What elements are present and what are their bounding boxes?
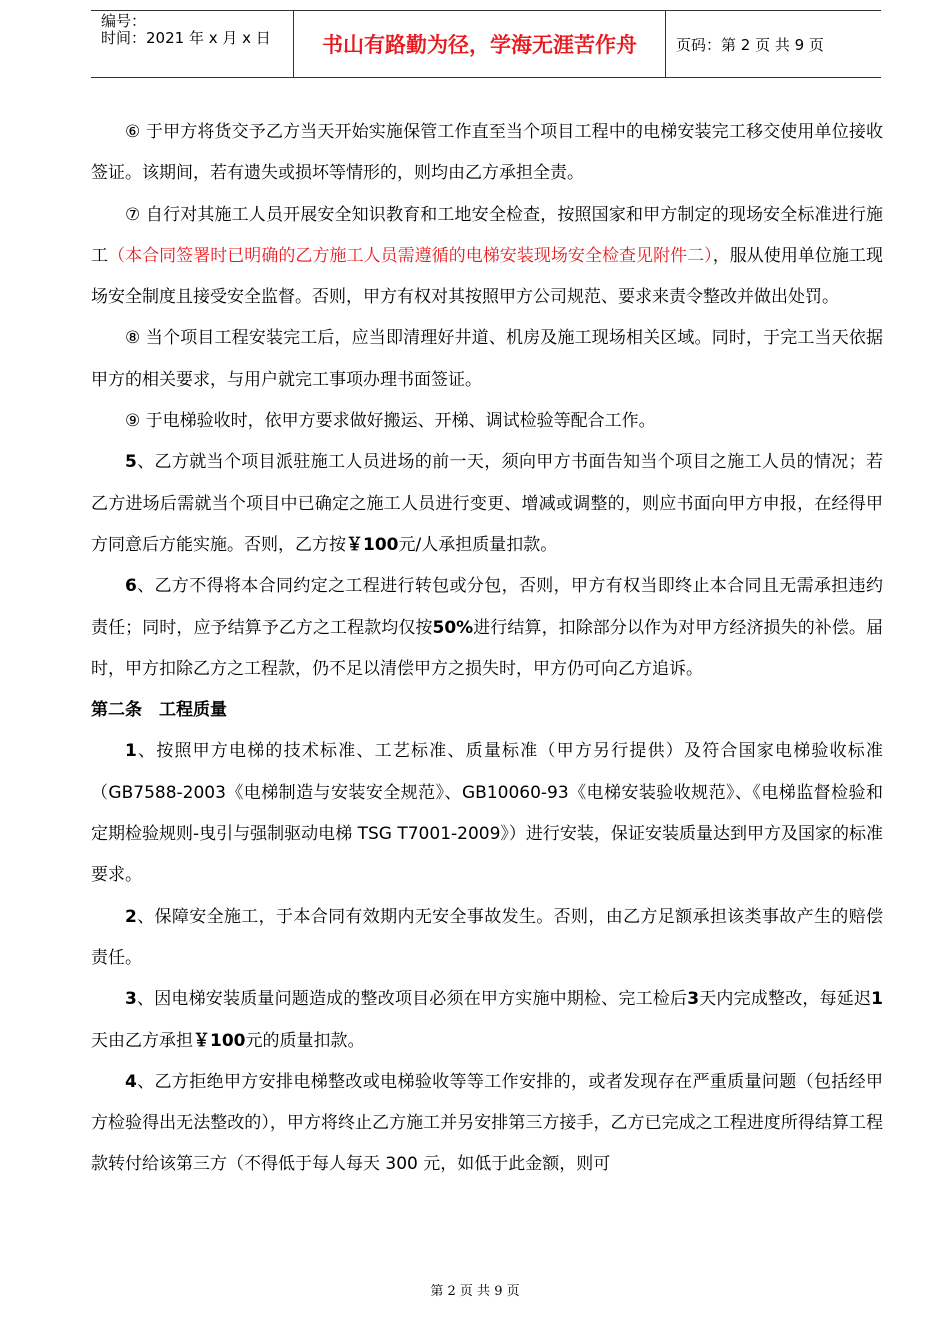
quality-item-3-number: 3 — [125, 989, 137, 1010]
item-6-tail: 进行结算，扣除部分以作为对甲方经济损失的补偿。届时，甲方扣除乙方之工程款，仍不足以清偿甲方之损失时，甲方仍可向乙方追诉。 — [91, 617, 884, 679]
quality-item-2-text: 、保障安全施工，于本合同有效期内无安全事故发生。否则，由乙方足额承担该类事故产生的赔偿责任。 — [91, 906, 883, 968]
header-page-number: 页码：第 2 页 共 9 页 — [676, 35, 824, 54]
item-6-text: 、乙方不得将本合同约定之工程进行转包或分包，否则，甲方有权当即终止本合同且无需承担违约责任；同时，应予结算予乙方之工程款均仅按 — [91, 576, 883, 638]
header-meta — [91, 11, 293, 77]
quality-item-4 — [91, 1062, 883, 1186]
paragraph-7-text-b: ，服从使用单位施工现场安全制度且接受安全监督。否则，甲方有权对其按照甲方公司规范、要求来责令整改并做出处罚。 — [91, 245, 884, 308]
header-motto: 书山有路勤为径，学海无涯苦作舟 — [293, 11, 666, 77]
quality-item-1 — [91, 731, 883, 896]
item-5-number: 5 — [125, 452, 137, 473]
quality-item-3-text-c: 天由乙方承担 — [91, 1030, 193, 1051]
quality-item-4-number: 4 — [125, 1071, 137, 1092]
quality-item-3-days: 3 — [687, 989, 700, 1010]
paragraph-9: ⑨ 于电梯验收时，依甲方要求做好搬运、开梯、调试检验等配合工作。 — [125, 411, 656, 432]
quality-item-3-text-b: 天内完成整改，每延迟 — [699, 989, 872, 1010]
article-2-heading: 第二条 工程质量 — [91, 700, 227, 721]
header-code: 编号： — [101, 12, 147, 30]
quality-item-4-text: 、乙方拒绝甲方安排电梯整改或电梯验收等等工作安排的，或者发现存在严重质量问题（包括经甲方检验得出无法整改的），甲方将终止乙方施工并另安排第三方接手，乙方已完成之工程进度所得结算工程款转付给该第三方（不得低于每人每天 300 元，如低于此金额，则可 — [91, 1071, 883, 1175]
paragraph-6: ⑥ 于甲方将货交予乙方当天开始实施保管工作直至当个项目工程中的电梯安装完工移交使用单位接收签证。该期间，若有遗失或损坏等情形的，则均由乙方承担全责。 — [91, 122, 883, 184]
item-6-number: 6 — [125, 576, 137, 597]
quality-item-3-text-d: 元的质量扣款。 — [245, 1030, 365, 1051]
paragraph-7-red-note: （本合同签署时已明确的乙方施工人员需遵循的电梯安装现场安全检查见附件二） — [108, 245, 713, 266]
item-5 — [91, 442, 883, 566]
quality-item-1-text: 、按照甲方电梯的技术标准、工艺标准、质量标准（甲方另行提供）及符合国家电梯验收标准（GB7588-2003《电梯制造与安装安全规范》、GB10060-93《电梯安装验收规范》、《电梯监督检验和定期检验规则-曳引与强制驱动电梯 TSG T7001-2009》）进行安装，保证安装质量达到甲方及国家的标准要求。 — [91, 741, 883, 886]
paragraph-8: ⑧ 当个项目工程安装完工后，应当即清理好井道、机房及施工现场相关区域。同时，于完工当天依据甲方的相关要求，与用户就完工事项办理书面签证。 — [91, 328, 883, 390]
quality-item-3-amount: ￥100 — [193, 1030, 246, 1051]
item-5-tail: 元/人承担质量扣款。 — [398, 534, 558, 555]
document-body — [91, 112, 883, 1186]
quality-item-3-one: 1 — [871, 989, 884, 1010]
page-footer: 第 2 页 共 9 页 — [430, 1284, 520, 1299]
item-5-amount: ￥100 — [346, 534, 399, 555]
quality-item-3 — [91, 979, 883, 1062]
quality-item-2 — [91, 897, 883, 980]
quality-item-2-number: 2 — [125, 906, 137, 927]
item-6 — [91, 566, 883, 690]
quality-item-3-text-a: 、因电梯安装质量问题造成的整改项目必须在甲方实施中期检、完工检后 — [136, 989, 688, 1010]
header-time: 时间：2021 年 x 月 x 日 — [101, 29, 271, 47]
paragraph-7 — [91, 195, 883, 319]
paragraph-7-text-a: ⑦ 自行对其施工人员开展安全知识教育和工地安全检查，按照国家和甲方制定的现场安全标准进行施工 — [91, 204, 883, 266]
item-5-text: 、乙方就当个项目派驻施工人员进场的前一天，须向甲方书面告知当个项目之施工人员的情况；若乙方进场后需就当个项目中已确定之施工人员进行变更、增减或调整的，则应书面向甲方申报，在经得甲方同意后方能实施。否则，乙方按 — [91, 452, 883, 555]
quality-item-1-number: 1 — [125, 741, 137, 762]
item-6-percent: 50% — [432, 617, 474, 638]
page-header — [91, 10, 881, 78]
